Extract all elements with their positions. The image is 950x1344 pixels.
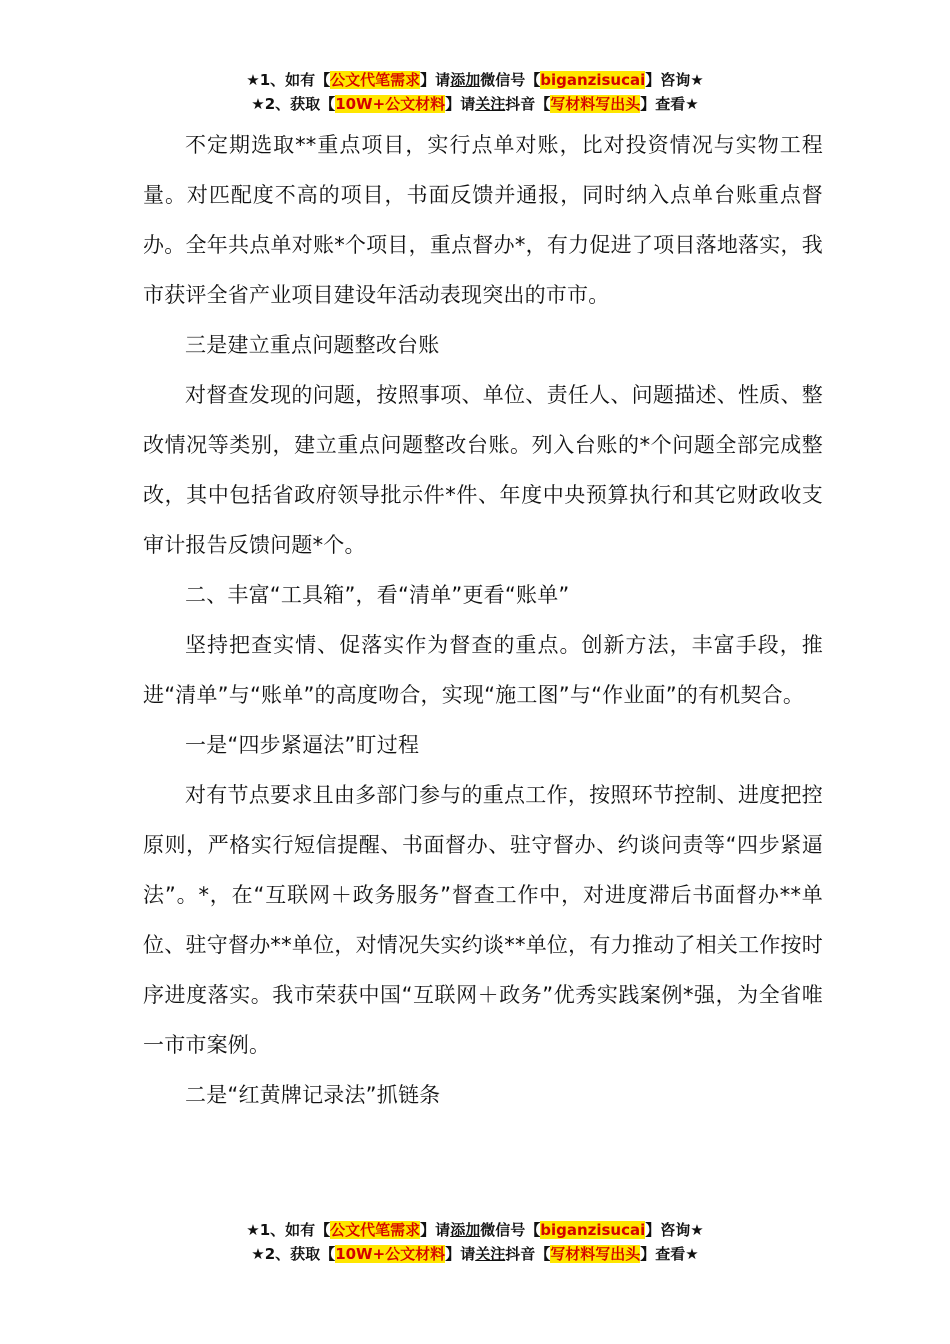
promo-highlight: biganzisucai [540, 1221, 646, 1239]
promo-line-1: ★1、如有【公文代笔需求】请添加微信号【biganzisucai】咨询★ [246, 71, 704, 89]
promo-highlight: 写材料写出头 [550, 1245, 641, 1263]
section-heading: 二、丰富“工具箱”，看“清单”更看“账单” [185, 583, 570, 607]
body-paragraph: 对有节点要求且由多部门参与的重点工作，按照环节控制、进度把控原则，严格实行短信提醒、书面督办、驻守督办、约谈问责等“四步紧逼法”。*，在“互联网＋政务服务”督查工作中，对进度滞后书面督办**单位、驻守督办**单位，对情况失实约谈**单位，有力推动了相关工作按时序进度落实。我市荣获中国“互联网＋政务”优秀实践案例*强，为全省唯一市市案例。 [143, 783, 823, 1057]
header-promo-banner [0, 68, 950, 116]
promo-highlight: 10W+公文材料 [335, 1245, 446, 1263]
promo-highlight: 公文代笔需求 [330, 71, 421, 89]
promo-highlight: biganzisucai [540, 71, 646, 89]
section-subheading: 三是建立重点问题整改台账 [185, 333, 440, 357]
promo-line-2: ★2、获取【10W+公文材料】请关注抖音【写材料写出头】查看★ [251, 1245, 699, 1263]
body-paragraph: 对督查发现的问题，按照事项、单位、责任人、问题描述、性质、整改情况等类别，建立重点问题整改台账。列入台账的*个问题全部完成整改，其中包括省政府领导批示件*件、年度中央预算执行和其它财政收支审计报告反馈问题*个。 [143, 383, 823, 557]
promo-highlight: 写材料写出头 [550, 95, 641, 113]
body-paragraph: 不定期选取**重点项目，实行点单对账，比对投资情况与实物工程量。对匹配度不高的项目，书面反馈并通报，同时纳入点单台账重点督办。全年共点单对账*个项目，重点督办*，有力促进了项目落地落实，我市获评全省产业项目建设年活动表现突出的市市。 [143, 133, 823, 307]
section-subheading: 一是“四步紧逼法”盯过程 [185, 733, 420, 757]
body-paragraph: 坚持把查实情、促落实作为督查的重点。创新方法，丰富手段，推进“清单”与“账单”的高度吻合，实现“施工图”与“作业面”的有机契合。 [143, 633, 823, 707]
promo-line-2: ★2、获取【10W+公文材料】请关注抖音【写材料写出头】查看★ [251, 95, 699, 113]
footer-promo-banner [0, 1218, 950, 1266]
promo-highlight: 10W+公文材料 [335, 95, 446, 113]
promo-highlight: 公文代笔需求 [330, 1221, 421, 1239]
document-body [143, 120, 823, 1120]
promo-line-1: ★1、如有【公文代笔需求】请添加微信号【biganzisucai】咨询★ [246, 1221, 704, 1239]
section-subheading: 二是“红黄牌记录法”抓链条 [185, 1083, 441, 1107]
